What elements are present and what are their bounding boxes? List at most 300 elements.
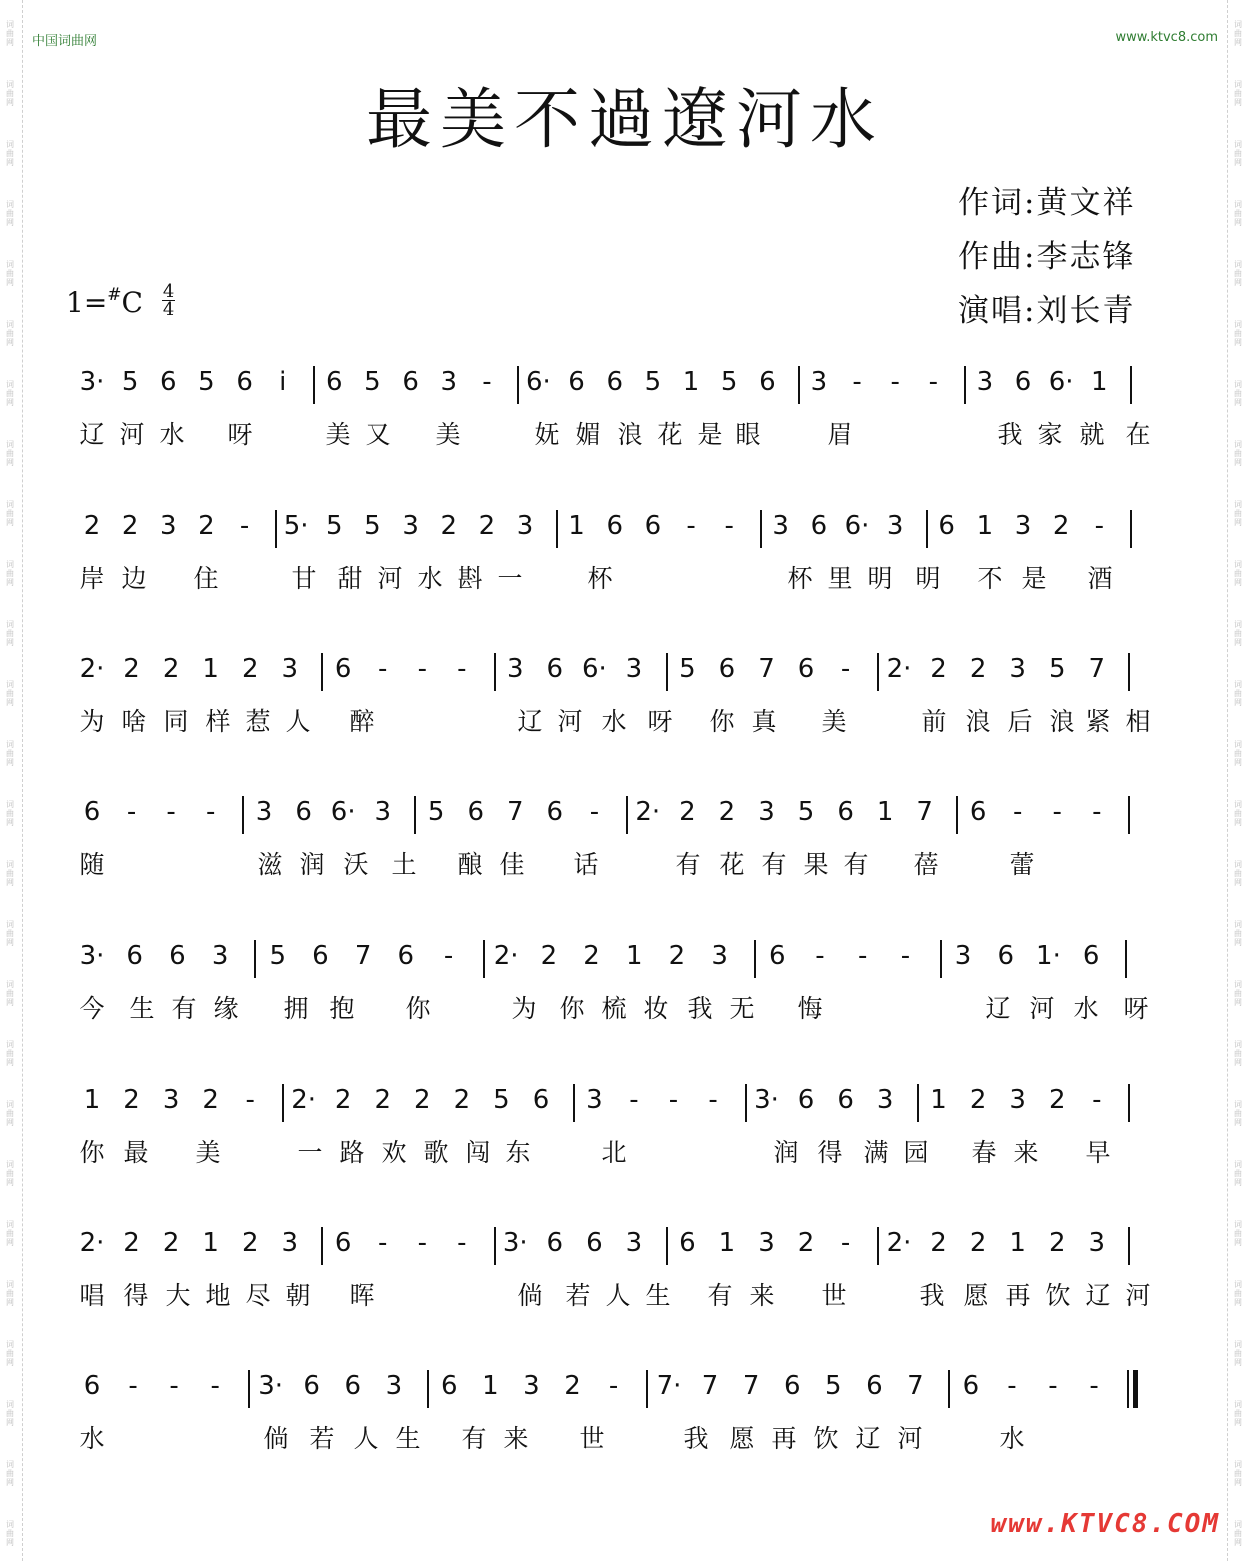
lyric-char: 路 <box>339 1138 365 1167</box>
jianpu-note: 6 <box>546 654 564 684</box>
side-watermark-mark: 词曲网 <box>1234 1040 1242 1067</box>
jianpu-note: 6 <box>797 1085 815 1115</box>
lyric-char: 辽 <box>855 1424 881 1453</box>
jianpu-note: 5 <box>825 1371 842 1401</box>
jianpu-note: 2· <box>79 1228 105 1258</box>
lyric-char: 沃 <box>343 850 369 879</box>
side-watermark-mark: 词曲网 <box>6 800 14 827</box>
lyric-char: 你 <box>709 707 735 736</box>
lyric-char: 浪 <box>1049 707 1075 736</box>
jianpu-note: 6 <box>467 797 484 827</box>
side-watermark-mark: 词曲网 <box>6 1400 14 1427</box>
barline <box>948 1370 950 1408</box>
jianpu-note: 3 <box>402 511 419 541</box>
jianpu-note: 3· <box>79 941 105 971</box>
jianpu-note: 5 <box>797 797 815 827</box>
dash-extension: - <box>457 654 467 684</box>
lyric-char: 酿 <box>457 850 483 879</box>
lyric-char: 倘 <box>263 1424 289 1453</box>
jianpu-note: 7 <box>907 1371 924 1401</box>
lyric-char: 抱 <box>329 994 355 1023</box>
key-tonic: C <box>121 286 143 319</box>
lyric-char: 里 <box>827 564 853 593</box>
jianpu-note: 3 <box>162 1085 180 1115</box>
barline <box>964 366 966 404</box>
jianpu-note: 7 <box>354 941 372 971</box>
side-watermark-mark: 词曲网 <box>6 320 14 347</box>
jianpu-note: 3 <box>160 511 177 541</box>
lyric-char: 再 <box>771 1424 797 1453</box>
jianpu-note: 3 <box>506 654 524 684</box>
dash-extension: - <box>417 654 428 684</box>
lyric-char: 在 <box>1125 420 1151 449</box>
lyric-char: 随 <box>79 850 105 879</box>
side-watermark-mark: 词曲网 <box>1234 1340 1242 1367</box>
lyric-char: 河 <box>377 564 403 593</box>
lyric-char: 水 <box>79 1424 105 1453</box>
lyric-char: 若 <box>565 1281 591 1310</box>
lyric-char: 美 <box>435 420 461 449</box>
jianpu-note: 6 <box>546 797 564 827</box>
dash-extension: - <box>166 797 176 827</box>
barline <box>556 510 558 548</box>
lyric-char: 醉 <box>349 707 375 736</box>
jianpu-note: 5 <box>269 941 287 971</box>
score-row <box>0 1072 1250 1192</box>
jianpu-note: 3 <box>523 1371 540 1401</box>
dash-extension: - <box>210 1371 220 1401</box>
dash-extension: - <box>686 511 696 541</box>
jianpu-note: 6 <box>334 654 352 684</box>
side-watermark-mark: 词曲网 <box>6 680 14 707</box>
lyric-char: 妩 <box>534 420 560 449</box>
side-watermark-mark: 词曲网 <box>6 1340 14 1367</box>
dash-extension: - <box>128 1371 138 1401</box>
barline <box>1125 940 1127 978</box>
lyric-char: 再 <box>1005 1281 1031 1310</box>
jianpu-note: 5 <box>720 367 738 397</box>
side-watermark-mark: 词曲网 <box>1234 200 1242 227</box>
dash-extension: - <box>724 511 734 541</box>
jianpu-note: 3 <box>440 367 458 397</box>
lyric-char: 愿 <box>729 1424 755 1453</box>
jianpu-note: 6 <box>546 1228 564 1258</box>
side-watermark-mark: 词曲网 <box>1234 1160 1242 1187</box>
lyric-char: 妆 <box>643 994 669 1023</box>
jianpu-note: 6 <box>402 367 419 397</box>
lyric-char: 是 <box>1021 564 1047 593</box>
lyric-char: 地 <box>205 1281 231 1310</box>
dash-extension: - <box>126 797 137 827</box>
side-watermark-mark: 词曲网 <box>6 140 14 167</box>
barline <box>798 366 800 404</box>
jianpu-note: 3 <box>281 654 299 684</box>
lyric-char: 悔 <box>797 994 823 1023</box>
key-prefix: 1= <box>66 286 108 319</box>
side-watermark-mark: 词曲网 <box>6 260 14 287</box>
side-watermark-mark: 词曲网 <box>6 620 14 647</box>
jianpu-note: 2 <box>83 511 101 541</box>
dash-extension: - <box>858 941 868 971</box>
barline <box>1128 1227 1130 1265</box>
score-row <box>0 1358 1250 1478</box>
jianpu-note: 6 <box>837 1085 854 1115</box>
credits-block <box>958 176 1135 338</box>
jianpu-note: 3 <box>876 1085 894 1115</box>
jianpu-note: 6 <box>334 1228 352 1258</box>
barline <box>1128 1084 1130 1122</box>
lyric-char: 我 <box>687 994 713 1023</box>
barline <box>321 653 323 691</box>
dash-extension: - <box>417 1228 428 1258</box>
jianpu-note: 6 <box>312 941 329 971</box>
lyric-char: 花 <box>657 420 683 449</box>
lyric-char: 无 <box>729 994 755 1023</box>
side-watermark-mark: 词曲网 <box>6 200 14 227</box>
barline <box>666 1227 668 1265</box>
jianpu-note: 3 <box>1009 1085 1026 1115</box>
side-watermark-mark: 词曲网 <box>1234 1460 1242 1487</box>
lyric-char: 世 <box>579 1424 605 1453</box>
side-watermark-mark: 词曲网 <box>6 80 14 107</box>
barline <box>754 940 756 978</box>
credit-name: 刘长青 <box>1036 293 1136 329</box>
side-watermark-mark: 词曲网 <box>1234 800 1242 827</box>
lyric-char: 蕾 <box>1009 850 1035 879</box>
lyric-char: 水 <box>417 564 443 593</box>
jianpu-note: 6 <box>303 1371 320 1401</box>
barline <box>1130 510 1132 548</box>
lyric-char: 眼 <box>735 420 761 449</box>
lyric-char: 缘 <box>213 994 239 1023</box>
jianpu-note: 2· <box>886 654 912 684</box>
jianpu-note: 6 <box>441 1371 458 1401</box>
jianpu-note: 7 <box>758 654 775 684</box>
site-url-right: www.ktvc8.com <box>1115 30 1218 45</box>
side-watermark-mark: 词曲网 <box>1234 1100 1242 1127</box>
side-watermark-mark: 词曲网 <box>1234 680 1242 707</box>
jianpu-note: 6 <box>568 367 585 397</box>
lyric-char: 美 <box>325 420 351 449</box>
jianpu-note: 1 <box>930 1085 947 1115</box>
jianpu-note: 3 <box>711 941 728 971</box>
jianpu-note: 3 <box>211 941 229 971</box>
sharp-sign: # <box>107 285 122 305</box>
dash-extension: - <box>1094 511 1105 541</box>
time-top: 4 <box>162 281 175 302</box>
side-watermark-mark: 词曲网 <box>6 560 14 587</box>
jianpu-note: 6 <box>83 1371 101 1401</box>
jianpu-note: 3 <box>772 511 789 541</box>
jianpu-note: 1 <box>1091 367 1108 397</box>
jianpu-note: 3 <box>758 797 775 827</box>
lyric-char: 润 <box>299 850 325 879</box>
dash-extension: - <box>852 367 862 397</box>
lyric-char: 花 <box>719 850 745 879</box>
jianpu-note: 2 <box>123 1228 140 1258</box>
credit-label: 演唱: <box>958 293 1037 329</box>
side-watermark-mark: 词曲网 <box>1234 140 1242 167</box>
barline <box>745 1084 747 1122</box>
lyric-char: 美 <box>195 1138 221 1167</box>
barline <box>427 1370 429 1408</box>
lyric-char: 杯 <box>587 564 613 593</box>
barline <box>1128 796 1130 834</box>
lyric-char: 土 <box>391 850 417 879</box>
lyric-char: 辽 <box>517 707 543 736</box>
barline <box>313 366 315 404</box>
jianpu-note: 1· <box>1036 941 1061 971</box>
dash-extension: - <box>890 367 900 397</box>
jianpu-note: 5 <box>364 367 381 397</box>
jianpu-note: 3 <box>374 797 392 827</box>
jianpu-note: 2 <box>969 1085 987 1115</box>
lyric-char: 你 <box>559 994 585 1023</box>
jianpu-note: 2 <box>1048 1085 1066 1115</box>
lyric-char: 真 <box>751 707 777 736</box>
lyric-char: 明 <box>867 564 893 593</box>
jianpu-note: 3 <box>810 367 828 397</box>
lyric-char: 美 <box>821 707 847 736</box>
side-watermark-mark: 词曲网 <box>6 980 14 1007</box>
lyric-char: 眉 <box>827 420 853 449</box>
jianpu-note: 2 <box>334 1085 352 1115</box>
jianpu-note: 7 <box>742 1371 760 1401</box>
barline <box>242 796 244 834</box>
side-watermark-mark: 词曲网 <box>1234 1520 1242 1547</box>
jianpu-note: 2 <box>718 797 736 827</box>
dash-extension: - <box>928 367 939 397</box>
jianpu-note: 5 <box>364 511 381 541</box>
jianpu-note: 3 <box>586 1085 603 1115</box>
lyric-char: 辽 <box>1085 1281 1111 1310</box>
barline <box>760 510 762 548</box>
side-watermark-mark: 词曲网 <box>1234 1280 1242 1307</box>
side-watermark-mark: 词曲网 <box>1234 440 1242 467</box>
jianpu-note: 6 <box>866 1371 883 1401</box>
jianpu-note: 2 <box>198 511 215 541</box>
lyric-char: 生 <box>129 994 155 1023</box>
key-signature <box>66 281 175 326</box>
jianpu-note: 6 <box>236 367 253 397</box>
jianpu-note: 2 <box>969 1228 987 1258</box>
jianpu-note: 2 <box>202 1085 219 1115</box>
lyric-char: 不 <box>977 564 1003 593</box>
lyric-char: 河 <box>897 1424 923 1453</box>
lyric-char: 蓓 <box>913 850 939 879</box>
barline <box>877 653 879 691</box>
side-watermark-mark: 词曲网 <box>1234 560 1242 587</box>
jianpu-note: 7 <box>506 797 524 827</box>
jianpu-note: 3 <box>281 1228 299 1258</box>
side-watermark-mark: 词曲网 <box>6 1280 14 1307</box>
barline <box>926 510 928 548</box>
jianpu-note: 3 <box>625 654 643 684</box>
jianpu-note: 1 <box>976 511 994 541</box>
lyric-char: 梳 <box>601 994 627 1023</box>
jianpu-note: 2 <box>453 1085 471 1115</box>
barline <box>573 1084 575 1122</box>
dash-extension: - <box>1048 1371 1058 1401</box>
dash-extension: - <box>668 1085 679 1115</box>
lyric-char: 同 <box>163 707 189 736</box>
lyric-char: 甘 <box>291 564 317 593</box>
jianpu-note: 5 <box>1048 654 1066 684</box>
lyric-char: 为 <box>511 994 537 1023</box>
score-row <box>0 498 1250 618</box>
lyric-char: 拥 <box>283 994 309 1023</box>
jianpu-note: 2 <box>414 1085 431 1115</box>
dash-extension: - <box>1012 797 1023 827</box>
jianpu-note: 1 <box>625 941 643 971</box>
lyric-char: 有 <box>761 850 787 879</box>
jianpu-note: 2· <box>79 654 105 684</box>
barline <box>494 653 496 691</box>
jianpu-note: 2· <box>635 797 661 827</box>
credit-label: 作曲: <box>958 239 1037 275</box>
dash-extension: - <box>708 1085 718 1115</box>
jianpu-note: 1 <box>718 1228 736 1258</box>
lyric-char: 为 <box>79 707 105 736</box>
jianpu-note: 6 <box>783 1371 801 1401</box>
jianpu-note: 2 <box>374 1085 392 1115</box>
side-watermark-mark: 词曲网 <box>6 740 14 767</box>
barline <box>1130 366 1132 404</box>
jianpu-note: 1 <box>876 797 894 827</box>
lyric-char: 紧 <box>1085 707 1111 736</box>
jianpu-note: 3 <box>886 511 904 541</box>
lyric-char: 大 <box>165 1281 191 1310</box>
dash-extension: - <box>443 941 454 971</box>
dash-extension: - <box>482 367 492 397</box>
lyric-char: 人 <box>605 1281 631 1310</box>
barline <box>1128 653 1130 691</box>
lyric-char: 愿 <box>963 1281 989 1310</box>
jianpu-note: 5 <box>326 511 343 541</box>
lyric-char: 人 <box>353 1424 379 1453</box>
jianpu-note: 6 <box>397 941 415 971</box>
side-watermark-mark: 词曲网 <box>1234 260 1242 287</box>
dash-extension: - <box>378 1228 388 1258</box>
credit-name: 黄文祥 <box>1036 185 1136 221</box>
lyric-char: 辽 <box>985 994 1011 1023</box>
jianpu-note: 3 <box>516 511 534 541</box>
side-watermark-mark: 词曲网 <box>6 920 14 947</box>
dash-extension: - <box>629 1085 639 1115</box>
lyric-char: 唱 <box>79 1281 105 1310</box>
jianpu-note: 6 <box>997 941 1015 971</box>
barline <box>248 1370 250 1408</box>
lyric-char: 明 <box>915 564 941 593</box>
score-row <box>0 784 1250 904</box>
jianpu-note: 6 <box>938 511 955 541</box>
lyric-char: 佳 <box>499 850 525 879</box>
lyric-char: 北 <box>601 1138 627 1167</box>
side-watermark-mark: 词曲网 <box>6 1460 14 1487</box>
side-watermark-mark: 词曲网 <box>6 1100 14 1127</box>
credit-composer <box>958 230 1135 284</box>
side-watermark-mark: 词曲网 <box>1234 620 1242 647</box>
dash-extension: - <box>1092 797 1102 827</box>
jianpu-note: 1 <box>568 511 585 541</box>
jianpu-note: 6 <box>837 797 854 827</box>
jianpu-note: 6· <box>526 367 551 397</box>
site-name-left: 中国词曲网 <box>32 34 98 49</box>
lyric-char: 话 <box>573 850 599 879</box>
side-watermark-mark: 词曲网 <box>1234 380 1242 407</box>
jianpu-note: 2 <box>969 654 987 684</box>
lyric-char: 浪 <box>965 707 991 736</box>
barline <box>666 653 668 691</box>
side-watermark-mark: 词曲网 <box>6 1220 14 1247</box>
barline <box>877 1227 879 1265</box>
final-barline <box>1127 1370 1129 1408</box>
time-signature <box>162 283 175 318</box>
lyric-char: 来 <box>503 1424 529 1453</box>
jianpu-note: 1 <box>83 1085 101 1115</box>
jianpu-note: 2 <box>1048 1228 1066 1258</box>
jianpu-note: 6 <box>769 941 786 971</box>
lyric-char: 园 <box>903 1138 929 1167</box>
lyric-char: 浪 <box>617 420 643 449</box>
dash-extension: - <box>1007 1371 1017 1401</box>
lyric-char: 我 <box>683 1424 709 1453</box>
barline <box>282 1084 284 1122</box>
lyric-char: 河 <box>119 420 145 449</box>
lyric-char: 有 <box>843 850 869 879</box>
jianpu-note: 2 <box>162 654 180 684</box>
jianpu-note: i <box>279 367 287 397</box>
side-watermark-mark: 词曲网 <box>6 860 14 887</box>
jianpu-note: 2 <box>241 1228 259 1258</box>
jianpu-note: 6 <box>644 511 662 541</box>
lyric-char: 晖 <box>349 1281 375 1310</box>
lyric-char: 后 <box>1007 707 1033 736</box>
dash-extension: - <box>239 511 250 541</box>
song-title: 最美不過遼河水 <box>366 81 884 158</box>
time-bottom: 4 <box>162 299 175 320</box>
lyric-char: 有 <box>675 850 701 879</box>
dash-extension: - <box>169 1371 179 1401</box>
jianpu-note: 7· <box>656 1371 682 1401</box>
side-watermark-mark: 词曲网 <box>1234 500 1242 527</box>
jianpu-note: 1 <box>1009 1228 1026 1258</box>
lyric-char: 是 <box>697 420 723 449</box>
lyric-char: 生 <box>645 1281 671 1310</box>
dash-extension: - <box>840 654 851 684</box>
lyric-char: 杯 <box>787 564 813 593</box>
side-watermark-mark: 词曲网 <box>1234 1220 1242 1247</box>
lyric-char: 果 <box>803 850 829 879</box>
lyric-char: 酒 <box>1087 564 1113 593</box>
barline <box>494 1227 496 1265</box>
jianpu-note: 5 <box>427 797 445 827</box>
jianpu-note: 6 <box>679 1228 696 1258</box>
dash-extension: - <box>1092 1085 1102 1115</box>
jianpu-note: 6 <box>169 941 186 971</box>
lyric-char: 一 <box>297 1138 323 1167</box>
credit-label: 作词: <box>958 185 1037 221</box>
jianpu-note: 6 <box>759 367 776 397</box>
jianpu-note: 3· <box>79 367 105 397</box>
lyric-char: 水 <box>159 420 185 449</box>
lyric-char: 边 <box>121 564 147 593</box>
dash-extension: - <box>245 1085 255 1115</box>
lyric-char: 河 <box>1125 1281 1151 1310</box>
barline <box>321 1227 323 1265</box>
lyric-char: 甜 <box>337 564 363 593</box>
barline <box>414 796 416 834</box>
